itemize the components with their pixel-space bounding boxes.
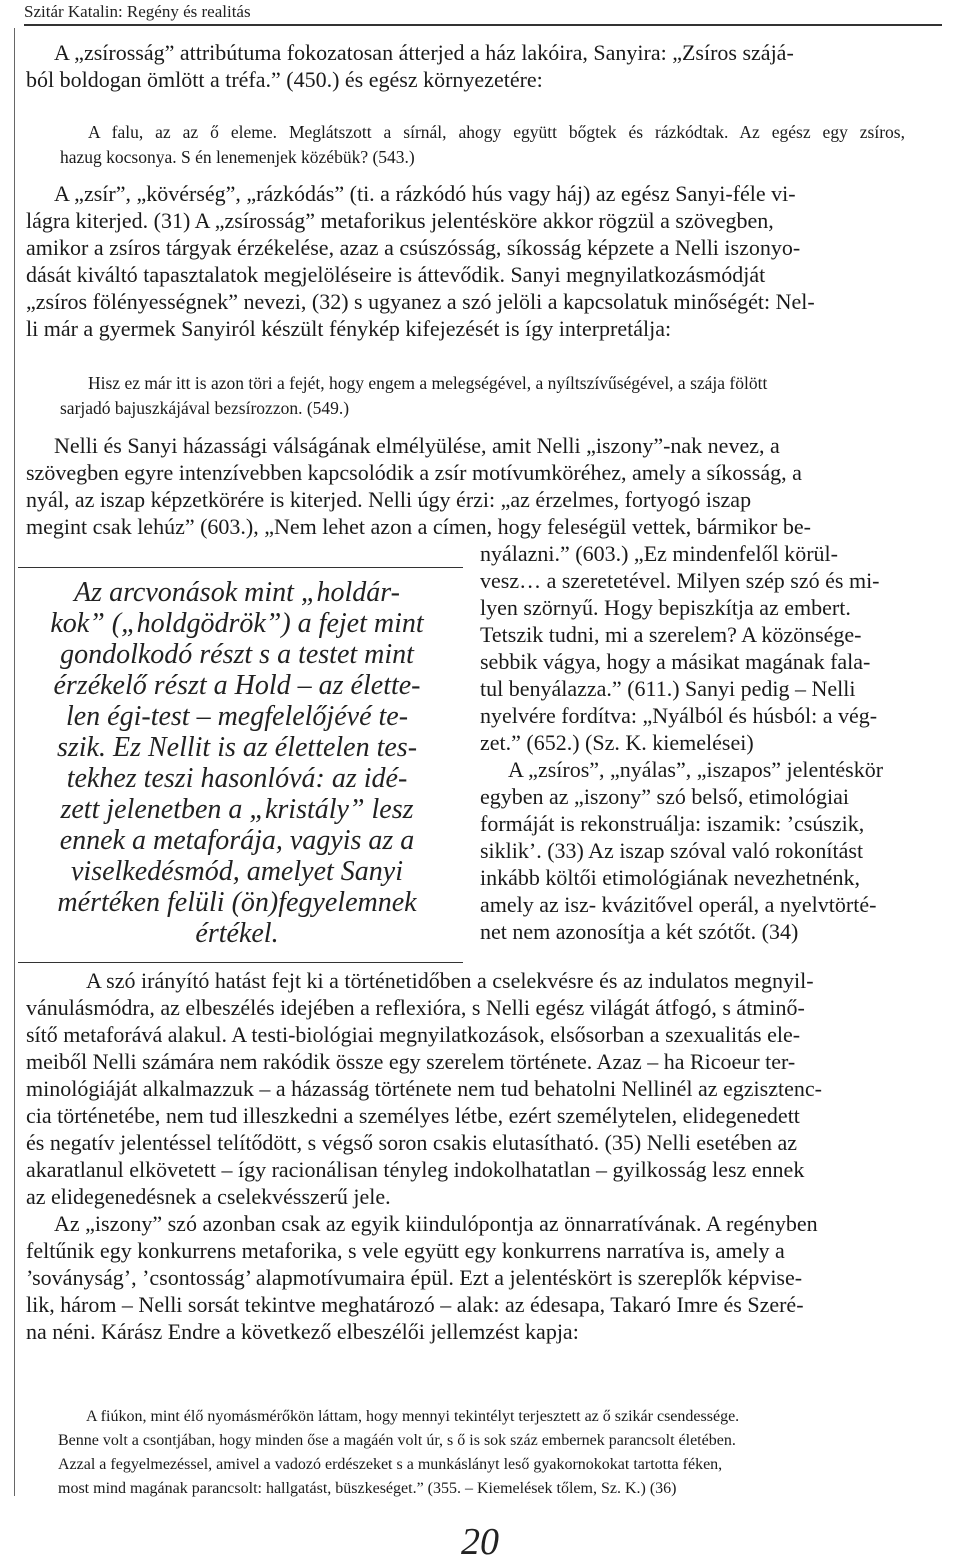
pull-quote-line: szik. Ez Nellit is az élettelen tes- — [56, 732, 418, 763]
block-quote-line: Hisz ez már itt is azon töri a fejét, hogy engem a melegségével, a nyíltszívűségével, a szája fölött — [88, 373, 768, 393]
column-line: egyben az „iszony” szó belső, etimológiai — [480, 784, 849, 809]
pull-quote-bottom-rule — [18, 962, 463, 963]
body-line: nyál, az iszap képzetkörére is kiterjed. Nelli úgy érzi: „az érzelmes, fortyogó iszap — [26, 487, 752, 512]
block-quote-line: Benne volt a csontjában, hogy minden őse a magáén volt úr, s ő is sok száz embernek parancsolt életében. — [58, 1432, 736, 1449]
page-number: 20 — [461, 1521, 499, 1563]
body-line: A „zsírosság” attribútuma fokozatosan átterjed a ház lakóira, Sanyira: „Zsíros szájá- — [54, 40, 794, 65]
block-quote-line: A falu, az az ő eleme. Meglátszott a sírnál, ahogy együtt bőgtek és rázkódtak. Az egész egy zsíros, — [88, 122, 905, 142]
pull-quote-line: Az arcvonások mint „holdár- — [74, 577, 400, 608]
body-line: ból boldogan ömlött a tréfa.” (450.) és egész környezetére: — [26, 67, 543, 92]
pull-quote-top-rule — [18, 567, 463, 568]
body-line: lágra kiterjed. (31) A „zsírosság” metaforikus jelentésköre akkor rögzül a szövegben, — [26, 208, 774, 233]
pull-quote-line: mértéken felüli (ön)fegyelemnek — [57, 887, 417, 918]
pull-quote-line: kok” („holdgödrök”) a fejet mint — [50, 608, 424, 639]
body-line: szövegben egyre intenzívebben kapcsolódik a zsír motívumköréhez, amely a síkosság, a — [26, 460, 802, 485]
pull-quote-line: ennek a metaforája, vagyis az a — [59, 825, 415, 856]
pull-quote — [18, 577, 456, 949]
body-line: Nelli és Sanyi házassági válságának elmélyülése, amit Nelli „iszony”-nak nevez, a — [54, 433, 780, 458]
column-line: A „zsíros”, „nyálas”, „iszapos” jelentéskör — [508, 757, 884, 782]
pull-quote-line: zett jelenetben a „kristály” lesz — [60, 794, 414, 825]
body-line: az elidegenedésnek a cselekvésszerű jele. — [26, 1184, 391, 1209]
column-line: lyen szörnyű. Hogy bepiszkítja az embert. — [480, 595, 851, 620]
column-line: inkább költői etimológiának nevezhetnénk, — [480, 865, 861, 890]
body-line: „zsíros fölényességnek” nevezi, (32) s ugyanez a szó jelöli a kapcsolatuk minőségét: Nel- — [26, 289, 815, 314]
body-line: lik, három – Nelli sorsát tekintve meghatározó – alak: az édesapa, Takaró Imre és Szeré- — [26, 1292, 804, 1317]
block-quote-line: hazug kocsonya. S én lenemenjek közébük? (543.) — [60, 147, 415, 167]
body-line: cia történetébe, nem tud illeszkedni a személyes létbe, ezért személytelen, elidegenedett — [26, 1103, 800, 1128]
pull-quote-line: len égi-test – megfelelőjévé te- — [65, 701, 409, 732]
body-line: Az „iszony” szó azonban csak az egyik kiindulópontja az önnarratívának. A regényben — [54, 1211, 818, 1236]
body-line: sítő metaforává alakul. A testi-biológiai megnyilatkozások, elsősorban a szexualitás ele- — [26, 1022, 801, 1047]
column-line: amely az isz- kvázitővel operál, a nyelvtörté- — [480, 892, 877, 917]
body-line: A „zsír”, „kövérség”, „rázkódás” (ti. a rázkódó hús vagy háj) az egész Sanyi-féle vi- — [54, 181, 796, 206]
pull-quote-line: viselkedésmód, amelyet Sanyi — [71, 856, 403, 887]
column-line: formáját is rekonstruálja: iszamik: ’csúszik, — [480, 811, 865, 836]
body-line: megint csak lehúz” (603.), „Nem lehet azon a címen, hogy feleségül vettek, bármikor be- — [26, 514, 811, 539]
body-line: A szó irányító hatást fejt ki a történetidőben a cselekvésre és az indulatos megnyil- — [86, 968, 814, 993]
body-line: vánulásmódra, az elbeszélés idejében a reflexióra, s Nelli egész világát átfogó, s átminő- — [26, 995, 805, 1020]
body-line: minológiáját alkalmazzuk – a házasság története nem tud behatolni Nellinél az egzisztenc- — [26, 1076, 822, 1101]
column-line: Tetszik tudni, mi a szerelem? A közönsége- — [480, 622, 862, 647]
body-line: és negatív jelentéssel telítődött, s végső soron csakis elutasítható. (35) Nelli esetében az — [26, 1130, 798, 1155]
running-header: Szitár Katalin: Regény és realitás — [24, 2, 251, 21]
body-line: ’soványság’, ’csontosság’ alapmotívumaira épül. Ezt a jelentéskört is szereplők képvise- — [26, 1265, 803, 1290]
body-line: meiből Nelli számára nem rakódik össze egy szerelem története. Azaz – ha Ricoeur ter- — [26, 1049, 796, 1074]
column-line: tul benyálazza.” (611.) Sanyi pedig – Nelli — [480, 676, 856, 701]
column-line: net nem azonosítja a két szótőt. (34) — [480, 919, 799, 944]
column-line: zet.” (652.) (Sz. K. kiemelései) — [480, 730, 754, 755]
column-line: siklik’. (33) Az iszap szóval való rokonítást — [480, 838, 864, 863]
block-quote-line: A fiúkon, mint élő nyomásmérőkön láttam, hogy mennyi tekintélyt terjesztett az ő szikár csendessége. — [86, 1408, 740, 1425]
body-line: na néni. Kárász Endre a következő elbeszélői jellemzést kapja: — [26, 1319, 579, 1344]
column-line: sebbik vágya, hogy a másikat magának fala- — [480, 649, 871, 674]
pull-quote-line: tekhez teszi hasonlóvá: az idé- — [66, 763, 408, 794]
body-line: li már a gyermek Sanyiról készült fénykép kifejezését is így interpretálja: — [26, 316, 672, 341]
column-line: vesz… a szeretetével. Milyen szép szó és mi- — [480, 568, 880, 593]
body-line: akaratlanul elkövetett – így racionálisan tényleg indokolhatatlan – gyilkosság lesz ennek — [26, 1157, 805, 1182]
block-quote-line: sarjadó bajuszkájával bezsírozzon. (549.) — [60, 398, 350, 418]
column-line: nyelvére fordítva: „Nyálból és húsból: a vég- — [480, 703, 878, 728]
body-line: dását kiváltó tapasztalatok megjelöléseire is áttevődik. Sanyi megnyilatkozásmódját — [26, 262, 766, 287]
pull-quote-line: érzékelő részt a Hold – az élette- — [53, 670, 421, 701]
pull-quote-line: értékel. — [195, 918, 279, 949]
pull-quote-line: gondolkodó részt s a testet mint — [60, 639, 414, 670]
left-margin-rule — [14, 28, 15, 1496]
body-line: amikor a zsíros tárgyak érzékelése, azaz a csúszósság, síkosság képzete a Nelli iszonyo- — [26, 235, 801, 260]
block-quote-line: most mind magának parancsolt: hallgatást, büszkeséget.” (355. – Kiemelések tőlem, Sz. K.) (36) — [58, 1480, 677, 1497]
block-quote-line: Azzal a fegyelmezéssel, amivel a vadozó erdészeket s a munkáslányt leső gyakornokokat tartotta féken, — [58, 1456, 723, 1473]
column-line: nyálazni.” (603.) „Ez mindenfelől körül- — [480, 541, 838, 566]
header-rule — [24, 24, 942, 26]
body-line: feltűnik egy konkurrens metaforika, s vele együtt egy konkurrens narratíva is, amely a — [26, 1238, 785, 1263]
